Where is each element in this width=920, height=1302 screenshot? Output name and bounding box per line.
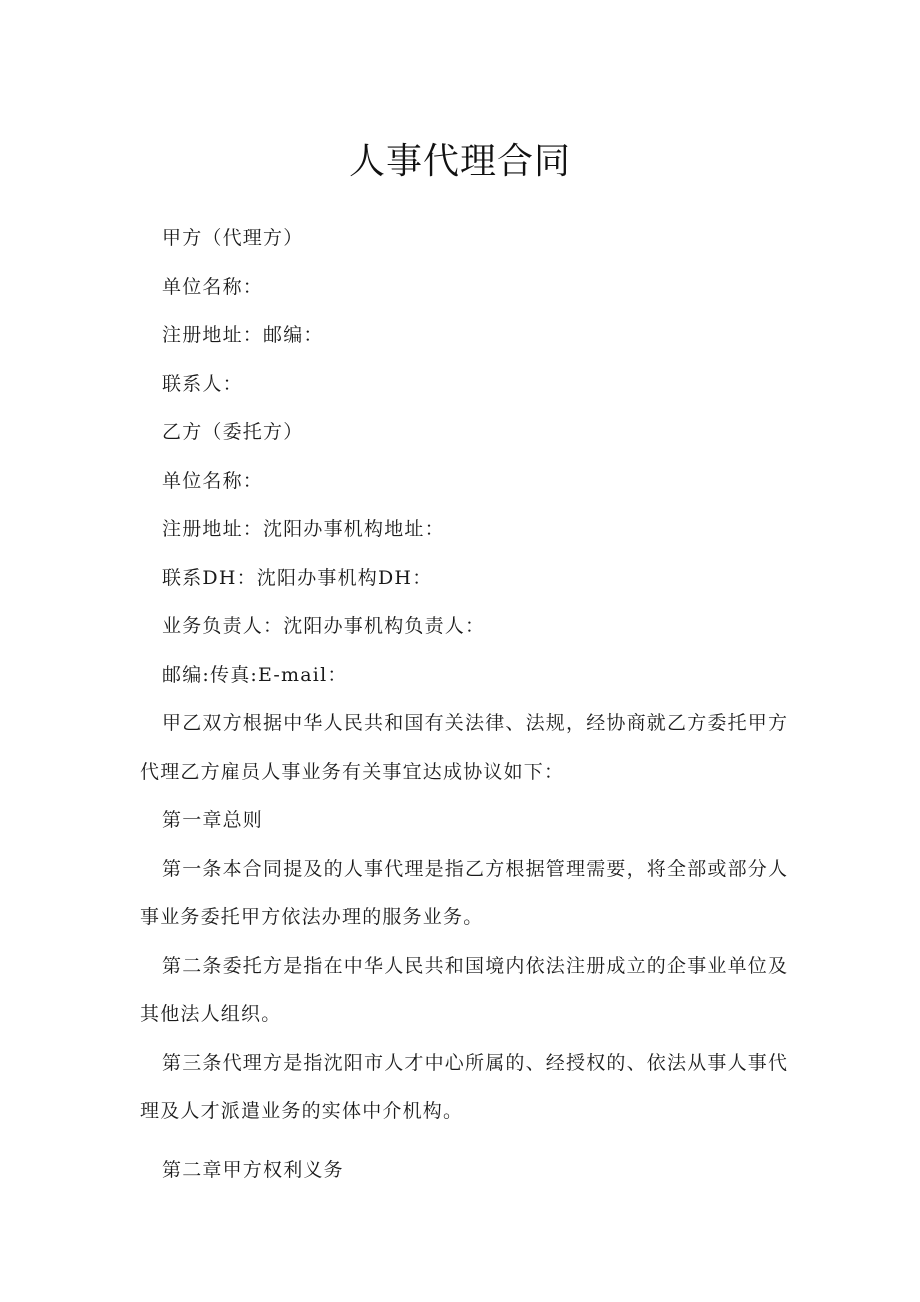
chapter-2-heading: 第二章甲方权利义务: [162, 1158, 344, 1181]
party-a-address: 注册地址：邮编：: [162, 324, 324, 346]
party-a-heading: 甲方（代理方）: [162, 227, 304, 249]
party-a-unit-name: 单位名称：: [162, 275, 264, 298]
preamble-line-2: 代理乙方雇员人事业务有关事宜达成协议如下：: [140, 760, 565, 783]
party-b-unit-name: 单位名称：: [162, 469, 264, 492]
preamble-line-1: 甲乙双方根据中华人民共和国有关法律、法规，经协商就乙方委托甲方: [162, 712, 789, 734]
article-1-line-2: 事业务委托甲方依法办理的服务业务。: [140, 906, 484, 928]
document-body: [140, 214, 790, 1194]
party-b-manager: 业务负责人：沈阳办事机构负责人：: [162, 615, 486, 637]
article-2-line-2: 其他法人组织。: [140, 1003, 282, 1025]
party-b-postal-fax-email: 邮编:传真:E-mail：: [162, 663, 348, 686]
article-2-line-1: 第二条委托方是指在中华人民共和国境内依法注册成立的企事业单位及: [162, 954, 789, 977]
article-3-line-2: 理及人才派遣业务的实体中介机构。: [140, 1100, 464, 1122]
article-1-line-1: 第一条本合同提及的人事代理是指乙方根据管理需要，将全部或部分人: [162, 857, 789, 880]
article-3-line-1: 第三条代理方是指沈阳市人才中心所属的、经授权的、依法从事人事代: [162, 1051, 789, 1074]
party-b-address: 注册地址：沈阳办事机构地址：: [162, 518, 445, 540]
document-title: 人事代理合同: [348, 141, 571, 182]
party-b-phone: 联系DH：沈阳办事机构DH：: [162, 566, 433, 589]
party-b-heading: 乙方（委托方）: [162, 421, 304, 443]
party-a-contact: 联系人：: [162, 372, 243, 395]
section-gap: [140, 1136, 790, 1146]
chapter-1-heading: 第一章总则: [162, 809, 264, 831]
